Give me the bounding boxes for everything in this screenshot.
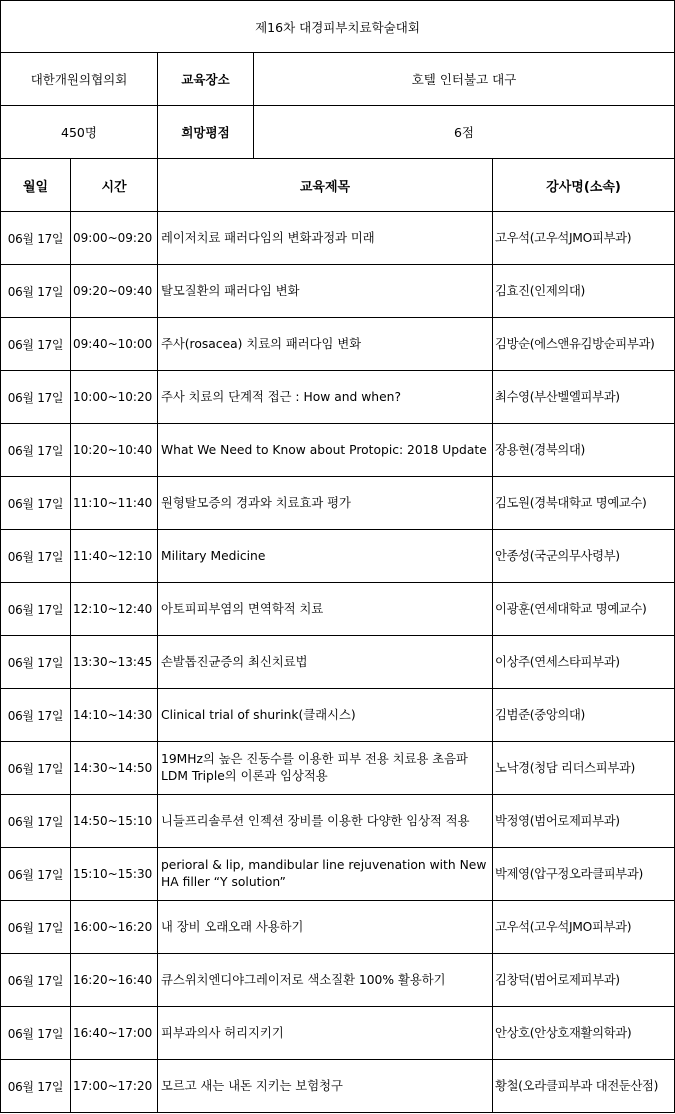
date-cell: 06월 17일: [1, 795, 71, 848]
lecturer-cell: 안상호(안상호재활의학과): [493, 1007, 675, 1060]
title-cell: perioral & lip, mandibular line rejuvenation with New HA filler “Y solution”: [158, 848, 493, 901]
time-cell: 11:10~11:40: [71, 477, 158, 530]
date-cell: 06월 17일: [1, 689, 71, 742]
title-cell: 모르고 새는 내돈 지키는 보험청구: [158, 1060, 493, 1113]
time-cell: 10:20~10:40: [71, 424, 158, 477]
capacity-value: 450명: [1, 106, 158, 159]
lecturer-cell: 고우석(고우석JMO피부과): [493, 212, 675, 265]
lecturer-cell: 김효진(인제의대): [493, 265, 675, 318]
time-cell: 15:10~15:30: [71, 848, 158, 901]
table-row: [1, 954, 675, 1007]
info-row-location: [1, 53, 675, 106]
time-cell: 16:00~16:20: [71, 901, 158, 954]
date-cell: 06월 17일: [1, 265, 71, 318]
date-cell: 06월 17일: [1, 1007, 71, 1060]
title-cell: What We Need to Know about Protopic: 2018 Update: [158, 424, 493, 477]
header-date: 월일: [1, 159, 71, 212]
time-cell: 14:10~14:30: [71, 689, 158, 742]
table-row: [1, 530, 675, 583]
title-cell: 주사(rosacea) 치료의 패러다임 변화: [158, 318, 493, 371]
time-cell: 13:30~13:45: [71, 636, 158, 689]
table-row: [1, 318, 675, 371]
title-cell: 내 장비 오래오래 사용하기: [158, 901, 493, 954]
date-cell: 06월 17일: [1, 477, 71, 530]
date-cell: 06월 17일: [1, 742, 71, 795]
lecturer-cell: 이광훈(연세대학교 명예교수): [493, 583, 675, 636]
date-cell: 06월 17일: [1, 371, 71, 424]
table-row: [1, 901, 675, 954]
date-cell: 06월 17일: [1, 848, 71, 901]
title-cell: 탈모질환의 패러다임 변화: [158, 265, 493, 318]
date-cell: 06월 17일: [1, 954, 71, 1007]
header-title: 교육제목: [158, 159, 493, 212]
date-cell: 06월 17일: [1, 424, 71, 477]
lecturer-cell: 황철(오라클피부과 대전둔산점): [493, 1060, 675, 1113]
location-label: 교육장소: [158, 53, 254, 106]
time-cell: 17:00~17:20: [71, 1060, 158, 1113]
title-cell: 니들프리솔루션 인젝션 장비를 이용한 다양한 임상적 적용: [158, 795, 493, 848]
table-row: [1, 583, 675, 636]
time-cell: 09:40~10:00: [71, 318, 158, 371]
table-row: [1, 477, 675, 530]
time-cell: 11:40~12:10: [71, 530, 158, 583]
table-row: [1, 1060, 675, 1113]
title-cell: 아토피피부염의 면역학적 치료: [158, 583, 493, 636]
time-cell: 16:40~17:00: [71, 1007, 158, 1060]
lecturer-cell: 최수영(부산벨엘피부과): [493, 371, 675, 424]
table-row: [1, 742, 675, 795]
table-row: [1, 212, 675, 265]
table-row: [1, 1007, 675, 1060]
title-cell: 손발톱진균증의 최신치료법: [158, 636, 493, 689]
title-cell: 19MHz의 높은 진동수를 이용한 피부 전용 치료용 초음파 LDM Triple의 이론과 임상적용: [158, 742, 493, 795]
score-value: 6점: [254, 106, 675, 159]
location-value: 호텔 인터불고 대구: [254, 53, 675, 106]
table-row: [1, 689, 675, 742]
header-time: 시간: [71, 159, 158, 212]
lecturer-cell: 김창덕(범어로제피부과): [493, 954, 675, 1007]
time-cell: 16:20~16:40: [71, 954, 158, 1007]
score-label: 희망평점: [158, 106, 254, 159]
table-row: [1, 265, 675, 318]
table-row: [1, 848, 675, 901]
date-cell: 06월 17일: [1, 212, 71, 265]
time-cell: 12:10~12:40: [71, 583, 158, 636]
lecturer-cell: 박제영(압구정오라클피부과): [493, 848, 675, 901]
lecturer-cell: 안종성(국군의무사령부): [493, 530, 675, 583]
date-cell: 06월 17일: [1, 636, 71, 689]
lecturer-cell: 이상주(연세스타피부과): [493, 636, 675, 689]
lecturer-cell: 노낙경(청담 리더스피부과): [493, 742, 675, 795]
lecturer-cell: 고우석(고우석JMO피부과): [493, 901, 675, 954]
lecturer-cell: 박정영(범어로제피부과): [493, 795, 675, 848]
info-row-score: [1, 106, 675, 159]
date-cell: 06월 17일: [1, 583, 71, 636]
organizer-value: 대한개원의협의회: [1, 53, 158, 106]
time-cell: 14:30~14:50: [71, 742, 158, 795]
date-cell: 06월 17일: [1, 1060, 71, 1113]
title-cell: 피부과의사 허리지키기: [158, 1007, 493, 1060]
time-cell: 09:20~09:40: [71, 265, 158, 318]
title-cell: Military Medicine: [158, 530, 493, 583]
date-cell: 06월 17일: [1, 530, 71, 583]
table-row: [1, 424, 675, 477]
page-title: 제16차 대경피부치료학술대회: [1, 1, 675, 53]
time-cell: 14:50~15:10: [71, 795, 158, 848]
lecturer-cell: 장용현(경북의대): [493, 424, 675, 477]
title-cell: 원형탈모증의 경과와 치료효과 평가: [158, 477, 493, 530]
lecturer-cell: 김범준(중앙의대): [493, 689, 675, 742]
time-cell: 10:00~10:20: [71, 371, 158, 424]
date-cell: 06월 17일: [1, 901, 71, 954]
time-cell: 09:00~09:20: [71, 212, 158, 265]
date-cell: 06월 17일: [1, 318, 71, 371]
title-cell: 주사 치료의 단계적 접근 : How and when?: [158, 371, 493, 424]
title-cell: 레이저치료 패러다임의 변화과정과 미래: [158, 212, 493, 265]
lecturer-cell: 김도원(경북대학교 명예교수): [493, 477, 675, 530]
table-row: [1, 795, 675, 848]
lecturer-cell: 김방순(에스앤유김방순피부과): [493, 318, 675, 371]
table-row: [1, 636, 675, 689]
title-row: [1, 1, 675, 53]
column-header-row: [1, 159, 675, 212]
header-lecturer: 강사명(소속): [493, 159, 675, 212]
title-cell: Clinical trial of shurink(클래시스): [158, 689, 493, 742]
table-row: [1, 371, 675, 424]
title-cell: 큐스위치엔디야그레이저로 색소질환 100% 활용하기: [158, 954, 493, 1007]
